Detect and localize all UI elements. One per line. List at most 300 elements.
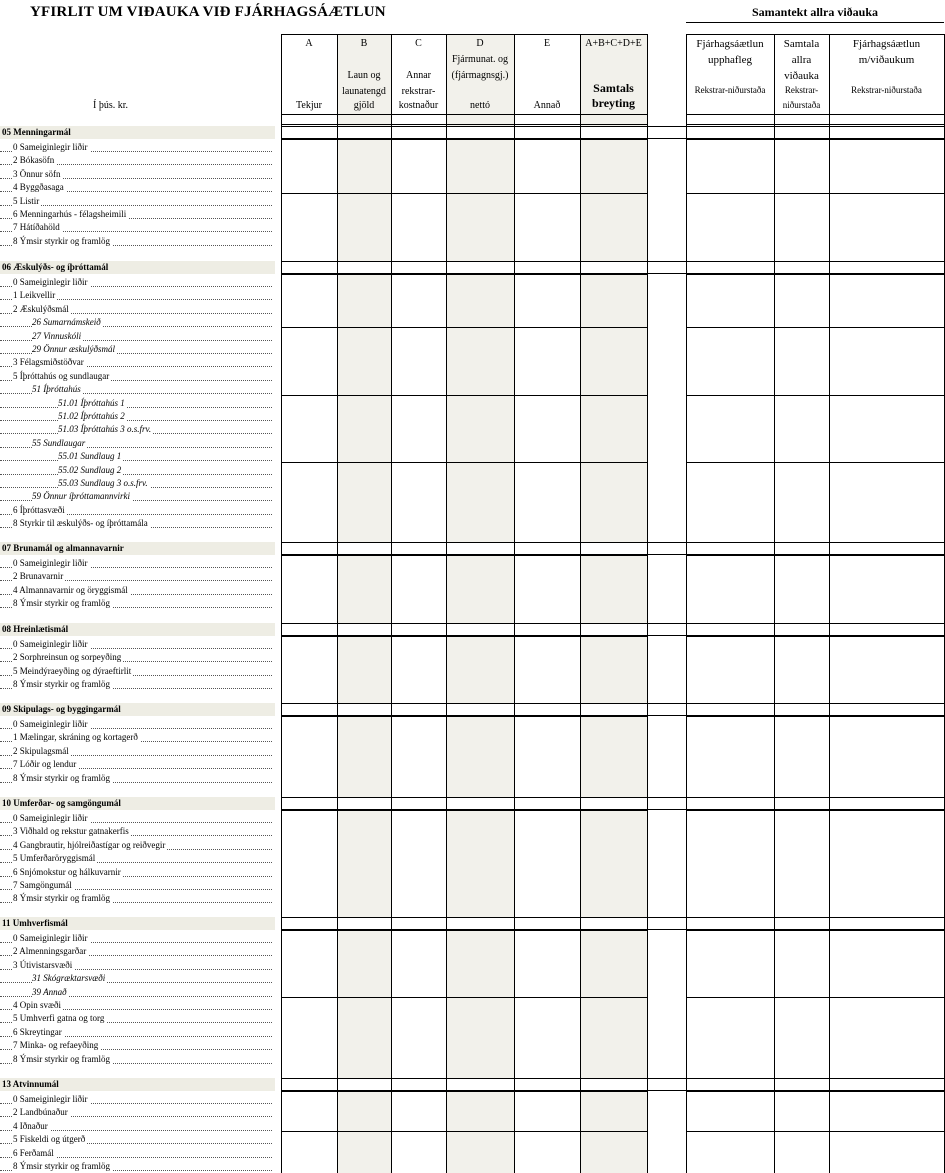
- column-divider: [580, 917, 581, 930]
- column-label: Fjármunat. og (fjármagnsgj.): [451, 54, 509, 81]
- list-item: [0, 464, 272, 477]
- column-divider: [337, 1078, 338, 1091]
- column-divider: [337, 797, 338, 810]
- column-divider: [774, 917, 775, 930]
- group-divider-line: [281, 997, 647, 998]
- section-cell-box: [647, 797, 945, 810]
- column-divider: [580, 542, 581, 555]
- column-letter: A+B+C+D+E: [585, 38, 642, 49]
- list-item: [0, 477, 272, 490]
- column-divider: [514, 1078, 515, 1091]
- item-label: 1 Mælingar, skráning og kortagerð: [13, 732, 138, 742]
- list-item: [0, 397, 272, 410]
- summary-column-sublabel: Rekstrar-niðurstaða: [782, 85, 821, 110]
- list-item: [0, 1147, 272, 1160]
- item-label: 29 Önnur æskulýðsmál: [32, 344, 115, 354]
- item-label: 51.02 Íþróttahús 2: [58, 411, 125, 421]
- summary-column-label: Samtala allra viðauka: [783, 38, 820, 82]
- item-label: 3 Útivistarsvæði: [13, 960, 73, 970]
- item-label: 4 Opin svæði: [13, 1000, 62, 1010]
- section-label: 09 Skipulags- og byggingarmál: [2, 704, 121, 714]
- column-divider: [686, 1078, 687, 1091]
- page-title: YFIRLIT UM VIÐAUKA VIÐ FJÁRHAGSÁÆTLUN: [30, 4, 386, 20]
- column-divider: [337, 917, 338, 930]
- section-row-line: [281, 810, 647, 811]
- column-divider: [647, 623, 648, 636]
- list-item: [0, 141, 272, 154]
- column-divider: [686, 797, 687, 810]
- column-divider: [514, 703, 515, 716]
- column-divider: [829, 1078, 830, 1091]
- section-row-line: [686, 139, 945, 140]
- column-divider: [774, 703, 775, 716]
- column-divider: [281, 623, 282, 636]
- list-item: [0, 745, 272, 758]
- item-label: 6 Menningarhús - félagsheimili: [13, 209, 127, 219]
- item-label: 39 Annað: [32, 987, 67, 997]
- group-divider-line: [686, 462, 945, 463]
- column-divider: [446, 126, 447, 139]
- item-label: 4 Almannavarnir og öryggismál: [13, 585, 128, 595]
- column-divider: [686, 703, 687, 716]
- item-label: 2 Landbúnaður: [13, 1107, 68, 1117]
- section-row-line: [686, 636, 945, 637]
- list-item: [0, 383, 272, 396]
- list-item: [0, 825, 272, 838]
- list-item: [0, 154, 272, 167]
- leader-dots: [0, 460, 272, 461]
- column-divider: [686, 917, 687, 930]
- column-divider: [647, 34, 648, 1173]
- list-item: [0, 866, 272, 879]
- item-label: 7 Minka- og refaeyðing: [13, 1040, 99, 1050]
- leader-dots: [0, 420, 272, 421]
- header-top-line: [686, 34, 945, 35]
- item-label: 0 Sameiginlegir liðir: [13, 933, 88, 943]
- leader-dots: [0, 474, 272, 475]
- item-label: 5 Meindýraeyðing og dýraeftirlit: [13, 666, 132, 676]
- header-bottom-line: [281, 114, 647, 115]
- column-divider: [391, 542, 392, 555]
- list-item: [0, 892, 272, 905]
- column-divider: [391, 797, 392, 810]
- column-divider: [686, 126, 687, 139]
- list-item: [0, 356, 272, 369]
- group-divider-line: [281, 462, 647, 463]
- list-item: [0, 1133, 272, 1146]
- list-item: [0, 972, 272, 985]
- list-item: [0, 410, 272, 423]
- column-divider: [580, 126, 581, 139]
- column-divider: [281, 261, 282, 274]
- column-divider: [686, 623, 687, 636]
- column-divider: [446, 797, 447, 810]
- item-label: 51.01 Íþróttahús 1: [58, 398, 125, 408]
- group-divider-line: [686, 997, 945, 998]
- column-divider: [514, 542, 515, 555]
- section-cell-box: [647, 542, 945, 555]
- list-item: [0, 168, 272, 181]
- list-item: [0, 330, 272, 343]
- item-label: 8 Ýmsir styrkir og framlög: [13, 236, 110, 246]
- list-item: [0, 289, 272, 302]
- header-top-line: [281, 34, 647, 35]
- list-item: [0, 490, 272, 503]
- item-label: 2 Bókasöfn: [13, 155, 55, 165]
- list-item: [0, 221, 272, 234]
- section-cell-box: [647, 917, 945, 930]
- section-label: 11 Umhverfismál: [2, 918, 68, 928]
- section-row-line: [686, 274, 945, 275]
- column-divider: [647, 703, 648, 716]
- column-divider: [829, 261, 830, 274]
- column-divider: [647, 126, 648, 139]
- column-divider: [281, 703, 282, 716]
- column-divider: [774, 34, 775, 1173]
- item-label: 8 Ýmsir styrkir og framlög: [13, 598, 110, 608]
- column-divider: [774, 797, 775, 810]
- section-row-line: [686, 1091, 945, 1092]
- column-letter: C: [415, 38, 422, 49]
- column-divider: [647, 797, 648, 810]
- section-header: [0, 1078, 275, 1091]
- column-divider: [514, 623, 515, 636]
- column-bottom-label: Annað: [533, 100, 561, 111]
- section-cell-box: [647, 703, 945, 716]
- item-label: 2 Æskulýðsmál: [13, 304, 69, 314]
- section-row-line: [686, 930, 945, 931]
- list-item: [0, 235, 272, 248]
- column-divider: [281, 542, 282, 555]
- row-header-label: Í þús. kr.: [93, 100, 128, 111]
- item-label: 2 Sorphreinsun og sorpeyðing: [13, 652, 122, 662]
- group-divider-line: [686, 1131, 945, 1132]
- column-bottom-label: kostnaður: [398, 100, 439, 111]
- column-divider: [446, 34, 447, 1173]
- list-item: [0, 195, 272, 208]
- column-divider: [580, 261, 581, 274]
- item-label: 51 Íþróttahús: [32, 384, 81, 394]
- list-item: [0, 1053, 272, 1066]
- section-header: [0, 542, 275, 555]
- column-divider: [514, 797, 515, 810]
- section-header: [0, 623, 275, 636]
- column-label: Laun og launatengd: [342, 70, 386, 97]
- column-divider: [829, 542, 830, 555]
- list-item: [0, 999, 272, 1012]
- section-cell-box: [647, 261, 945, 274]
- item-label: 0 Sameiginlegir liðir: [13, 558, 88, 568]
- group-divider-line: [281, 395, 647, 396]
- item-label: 4 Byggðasaga: [13, 182, 64, 192]
- item-label: 5 Fiskeldi og útgerð: [13, 1134, 86, 1144]
- list-item: [0, 959, 272, 972]
- column-divider: [647, 261, 648, 274]
- list-item: [0, 852, 272, 865]
- section-row-line: [281, 555, 647, 556]
- item-label: 8 Ýmsir styrkir og framlög: [13, 1161, 110, 1171]
- column-letter: E: [543, 38, 551, 49]
- column-divider: [446, 542, 447, 555]
- item-label: 7 Samgöngumál: [13, 880, 72, 890]
- column-divider: [774, 1078, 775, 1091]
- section-row-line: [686, 555, 945, 556]
- column-divider: [774, 126, 775, 139]
- column-divider: [281, 34, 282, 1173]
- column-divider: [514, 34, 515, 1173]
- column-divider: [774, 261, 775, 274]
- column-divider: [337, 703, 338, 716]
- list-item: [0, 731, 272, 744]
- list-item: [0, 181, 272, 194]
- item-label: 3 Önnur söfn: [13, 169, 61, 179]
- group-divider-line: [686, 193, 945, 194]
- item-label: 7 Hátíðahöld: [13, 222, 60, 232]
- column-divider: [829, 703, 830, 716]
- list-item: [0, 772, 272, 785]
- list-item: [0, 678, 272, 691]
- list-item: [0, 651, 272, 664]
- item-label: 5 Umhverfi gatna og torg: [13, 1013, 105, 1023]
- column-divider: [774, 542, 775, 555]
- column-divider: [337, 542, 338, 555]
- list-item: [0, 423, 272, 436]
- section-label: 13 Atvinnumál: [2, 1079, 59, 1089]
- column-divider: [580, 34, 581, 1173]
- section-row-line: [686, 810, 945, 811]
- column-divider: [446, 703, 447, 716]
- section-header: [0, 917, 275, 930]
- column-label: Samtals: [593, 81, 634, 95]
- item-label: 0 Sameiginlegir liðir: [13, 277, 88, 287]
- column-divider: [686, 34, 687, 1173]
- column-label: Annar rekstrar-: [401, 70, 436, 97]
- item-label: 2 Almenningsgarðar: [13, 946, 87, 956]
- column-divider: [446, 261, 447, 274]
- list-item: [0, 665, 272, 678]
- section-row-line: [686, 716, 945, 717]
- column-divider: [391, 703, 392, 716]
- column-letter: A: [305, 38, 313, 49]
- item-label: 8 Ýmsir styrkir og framlög: [13, 773, 110, 783]
- list-item: [0, 932, 272, 945]
- item-label: 0 Sameiginlegir liðir: [13, 813, 88, 823]
- list-item: [0, 557, 272, 570]
- section-label: 07 Brunamál og almannavarnir: [2, 543, 124, 553]
- column-divider: [391, 917, 392, 930]
- column-divider: [391, 1078, 392, 1091]
- list-item: [0, 718, 272, 731]
- section-row-line: [281, 139, 647, 140]
- column-band: [446, 34, 514, 1173]
- list-item: [0, 437, 272, 450]
- section-cell-box: [647, 126, 945, 139]
- list-item: [0, 1093, 272, 1106]
- column-divider: [580, 703, 581, 716]
- column-divider: [337, 34, 338, 1173]
- list-item: [0, 276, 272, 289]
- item-label: 4 Gangbrautir, hjólreiðastígar og reiðvegir: [13, 840, 166, 850]
- column-divider: [391, 261, 392, 274]
- section-label: 06 Æskulýðs- og íþróttamál: [2, 262, 109, 272]
- column-divider: [580, 623, 581, 636]
- item-label: 8 Ýmsir styrkir og framlög: [13, 1054, 110, 1064]
- item-label: 8 Ýmsir styrkir og framlög: [13, 893, 110, 903]
- summary-column-sublabel: Rekstrar-niðurstaða: [694, 85, 766, 95]
- item-label: 4 Iðnaður: [13, 1121, 48, 1131]
- section-cell-box: [647, 1078, 945, 1091]
- list-item: [0, 504, 272, 517]
- list-item: [0, 208, 272, 221]
- list-item: [0, 316, 272, 329]
- column-divider: [281, 917, 282, 930]
- item-label: 0 Sameiginlegir liðir: [13, 1094, 88, 1104]
- group-divider-line: [281, 193, 647, 194]
- item-label: 5 Umferðaröryggismál: [13, 853, 96, 863]
- section-row-line: [281, 636, 647, 637]
- item-label: 6 Íþróttasvæði: [13, 505, 65, 515]
- list-item: [0, 450, 272, 463]
- column-divider: [686, 542, 687, 555]
- list-item: [0, 1160, 272, 1173]
- item-label: 0 Sameiginlegir liðir: [13, 639, 88, 649]
- list-item: [0, 758, 272, 771]
- item-label: 1 Leikvellir: [13, 290, 56, 300]
- section-label: 08 Hreinlætismál: [2, 624, 69, 634]
- column-divider: [514, 917, 515, 930]
- column-bottom-label: gjöld: [353, 100, 375, 111]
- section-header: [0, 797, 275, 810]
- list-item: [0, 812, 272, 825]
- item-label: 26 Sumarnámskeið: [32, 317, 101, 327]
- section-header: [0, 126, 275, 139]
- summary-column-label: Fjárhagsáætlun upphafleg: [696, 38, 764, 66]
- column-divider: [647, 542, 648, 555]
- section-label: 05 Menningarmál: [2, 127, 71, 137]
- section-row-line: [281, 274, 647, 275]
- column-divider: [647, 917, 648, 930]
- item-label: 51.03 Íþróttahús 3 o.s.frv.: [58, 424, 152, 434]
- list-item: [0, 584, 272, 597]
- column-divider: [829, 623, 830, 636]
- list-item: [0, 1012, 272, 1025]
- column-divider: [281, 797, 282, 810]
- summary-column-sublabel: Rekstrar-niðurstaða: [851, 85, 922, 95]
- item-label: 0 Sameiginlegir liðir: [13, 142, 88, 152]
- item-label: 8 Ýmsir styrkir og framlög: [13, 679, 110, 689]
- list-item: [0, 1106, 272, 1119]
- item-label: 55.01 Sundlaug 1: [58, 451, 122, 461]
- header-bottom-line: [281, 124, 647, 125]
- list-item: [0, 1026, 272, 1039]
- column-divider: [829, 34, 830, 1173]
- list-item: [0, 945, 272, 958]
- column-divider: [829, 126, 830, 139]
- column-divider: [446, 623, 447, 636]
- list-item: [0, 597, 272, 610]
- item-label: 6 Ferðamál: [13, 1148, 54, 1158]
- column-divider: [391, 34, 392, 1173]
- column-letter: D: [476, 38, 484, 49]
- column-divider: [686, 261, 687, 274]
- group-divider-line: [686, 327, 945, 328]
- column-divider: [281, 1078, 282, 1091]
- list-item: [0, 570, 272, 583]
- column-divider: [580, 1078, 581, 1091]
- item-label: 55 Sundlaugar: [32, 438, 86, 448]
- list-item: [0, 303, 272, 316]
- section-row-line: [281, 1091, 647, 1092]
- summary-column-label: Fjárhagsáætlun m/viðaukum: [852, 38, 921, 66]
- item-label: 3 Viðhald og rekstur gatnakerfis: [13, 826, 129, 836]
- item-label: 55.02 Sundlaug 2: [58, 465, 122, 475]
- item-label: 27 Vinnuskóli: [32, 331, 82, 341]
- item-label: 31 Skógræktarsvæði: [32, 973, 106, 983]
- column-divider: [391, 623, 392, 636]
- item-label: 7 Lóðir og lendur: [13, 759, 77, 769]
- item-label: 6 Skreytingar: [13, 1027, 62, 1037]
- section-cell-box: [647, 623, 945, 636]
- list-item: [0, 370, 272, 383]
- item-label: 59 Önnur íþróttamannvirki: [32, 491, 130, 501]
- list-item: [0, 638, 272, 651]
- section-row-line: [281, 716, 647, 717]
- column-bottom-label: nettó: [470, 100, 490, 111]
- column-divider: [829, 797, 830, 810]
- list-item: [0, 1039, 272, 1052]
- item-label: 2 Skipulagsmál: [13, 746, 69, 756]
- group-divider-line: [281, 327, 647, 328]
- column-divider: [580, 797, 581, 810]
- column-divider: [337, 623, 338, 636]
- list-item: [0, 839, 272, 852]
- header-bottom-line: [686, 124, 945, 125]
- column-letter: B: [360, 38, 368, 49]
- column-band: [580, 34, 647, 1173]
- column-divider: [337, 261, 338, 274]
- item-label: 5 Listir: [13, 196, 40, 206]
- column-divider: [774, 623, 775, 636]
- group-divider-line: [281, 1131, 647, 1132]
- column-divider: [647, 1078, 648, 1091]
- column-band: [337, 34, 391, 1173]
- column-divider: [829, 917, 830, 930]
- item-label: 6 Snjómokstur og hálkuvarnir: [13, 867, 121, 877]
- summary-title: Samantekt allra viðauka: [686, 5, 944, 23]
- item-label: 5 Íþróttahús og sundlaugar: [13, 371, 110, 381]
- list-item: [0, 517, 272, 530]
- item-label: 0 Sameiginlegir liðir: [13, 719, 88, 729]
- section-row-line: [281, 930, 647, 931]
- section-header: [0, 703, 275, 716]
- section-header: [0, 261, 275, 274]
- column-divider: [446, 1078, 447, 1091]
- column-divider: [514, 126, 515, 139]
- item-label: 2 Brunavarnir: [13, 571, 64, 581]
- leader-dots: [0, 407, 272, 408]
- item-label: 55.03 Sundlaug 3 o.s.frv.: [58, 478, 148, 488]
- column-bottom-label: breyting: [591, 96, 636, 110]
- column-divider: [337, 126, 338, 139]
- item-label: 3 Félagsmiðstöðvar: [13, 357, 84, 367]
- group-divider-line: [686, 395, 945, 396]
- list-item: [0, 343, 272, 356]
- item-label: 8 Styrkir til æskulýðs- og íþróttamála: [13, 518, 148, 528]
- column-divider: [446, 917, 447, 930]
- list-item: [0, 879, 272, 892]
- column-divider: [514, 261, 515, 274]
- header-bottom-line: [686, 114, 945, 115]
